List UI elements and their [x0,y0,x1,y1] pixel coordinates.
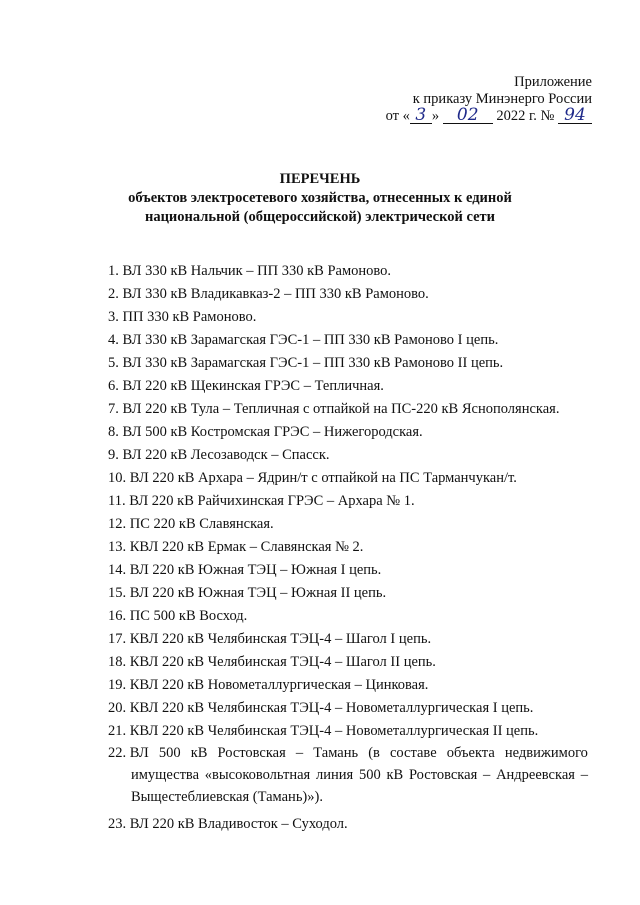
list-item: 21. КВЛ 220 кВ Челябинская ТЭЦ-4 – Новометаллургическая II цепь. [108,723,539,739]
item-22-line-1 [108,742,588,764]
item-22-word: (в [368,745,380,761]
list-item: 19. КВЛ 220 кВ Новометаллургическая – Цинковая. [108,677,429,693]
date-year: 2022 г. № [496,108,555,124]
list-item: 1. ВЛ 330 кВ Нальчик – ПП 330 кВ Рамоново. [108,263,392,279]
item-22-line-3: Выщестеблиевская (Тамань)»). [131,789,323,805]
item-22-word: имущества [131,767,200,783]
item-22-word: – [295,745,304,761]
list-item: 16. ПС 500 кВ Восход. [108,608,248,624]
list-item: 2. ВЛ 330 кВ Владикавказ-2 – ПП 330 кВ Рамоново. [108,286,429,302]
list-item: 13. КВЛ 220 кВ Ермак – Славянская № 2. [108,539,364,555]
appendix-order-ref: к приказу Минэнерго России [412,91,592,107]
item-22-word: 500 [358,767,381,783]
item-22-word: объекта [446,745,495,761]
appendix-date-line [292,105,592,125]
title-line-2: объектов электросетевого хозяйства, отнесенных к единой [128,190,512,206]
item-22-word: кВ [190,745,208,761]
item-22-word: недвижимого [504,745,588,761]
appendix-label: Приложение [514,74,592,90]
item-22-word: 22. ВЛ [108,745,149,761]
list-item: 11. ВЛ 220 кВ Райчихинская ГРЭС – Архара № 1. [108,493,415,509]
handwritten-day: 3 [410,108,432,124]
item-22-word: Тамань [313,745,359,761]
list-item: 18. КВЛ 220 кВ Челябинская ТЭЦ-4 – Шагол II цепь. [108,654,436,670]
appendix-block [292,74,592,125]
list-item: 17. КВЛ 220 кВ Челябинская ТЭЦ-4 – Шагол I цепь. [108,631,432,647]
list-item: 15. ВЛ 220 кВ Южная ТЭЦ – Южная II цепь. [108,585,387,601]
title-heading: ПЕРЕЧЕНЬ [279,171,361,187]
list-item: 4. ВЛ 330 кВ Зарамагская ГЭС-1 – ПП 330 кВ Рамоново I цепь. [108,332,499,348]
item-22-word: составе [390,745,437,761]
title-line-3: национальной (общероссийской) электрической сети [144,209,496,225]
handwritten-order-number: 94 [558,108,592,124]
item-22-word: «высоковольтная [204,767,311,783]
item-22-word: – [483,767,491,783]
list-item: 14. ВЛ 220 кВ Южная ТЭЦ – Южная I цепь. [108,562,382,578]
list-item-22 [108,742,588,808]
item-22-word: Андреевская [496,767,575,783]
handwritten-month: 02 [443,108,493,124]
list-item: 6. ВЛ 220 кВ Щекинская ГРЭС – Тепличная. [108,378,384,394]
list-item: 12. ПС 220 кВ Славянская. [108,516,274,532]
item-22-word: кВ [386,767,404,783]
list-item: 7. ВЛ 220 кВ Тула – Тепличная с отпайкой на ПС-220 кВ Яснополянская. [108,401,560,417]
item-22-word: 500 [158,745,181,761]
document-title [90,170,550,227]
list-item: 8. ВЛ 500 кВ Костромская ГРЭС – Нижегородская. [108,424,423,440]
item-22-line-2 [108,764,588,786]
list-item: 9. ВЛ 220 кВ Лесозаводск – Спасск. [108,447,330,463]
list-item: 3. ПП 330 кВ Рамоново. [108,309,257,325]
list-item: 10. ВЛ 220 кВ Архара – Ядрин/т с отпайкой на ПС Тарманчукан/т. [108,470,517,486]
item-22-word: линия [315,767,354,783]
item-22-word: – [580,767,588,783]
item-22-word: Ростовская [408,767,478,783]
date-day-close: » [431,108,440,124]
list-item: 23. ВЛ 220 кВ Владивосток – Суходол. [108,816,348,832]
list-item: 5. ВЛ 330 кВ Зарамагская ГЭС-1 – ПП 330 кВ Рамоново II цепь. [108,355,504,371]
item-22-word: Ростовская [217,745,286,761]
date-prefix: от « [385,108,410,124]
list-item: 20. КВЛ 220 кВ Челябинская ТЭЦ-4 – Новометаллургическая I цепь. [108,700,534,716]
